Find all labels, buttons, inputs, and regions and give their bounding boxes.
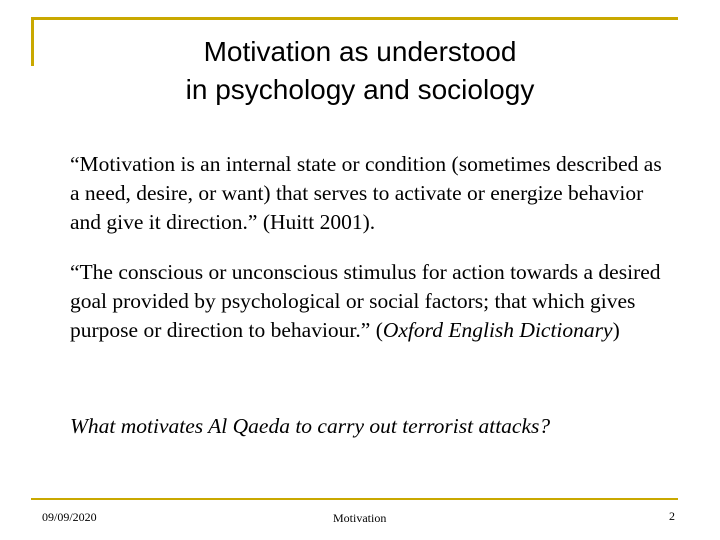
footer-title: Motivation (333, 511, 387, 525)
slide-title (60, 33, 660, 109)
frame-top-border (31, 17, 678, 20)
frame-left-border (31, 17, 34, 66)
frame-bottom-border (31, 498, 678, 500)
quote-oxford (70, 258, 670, 345)
quote-oxford-source: Oxford English Dictionary (382, 318, 613, 342)
quote-huitt: “Motivation is an internal state or condition (sometimes described as a need, desire, or want) that serves to activate or energize behavior and give it direction.” (Huitt 2001). (70, 152, 662, 234)
quote-oxford-text: “The conscious or unconscious stimulus for action towards a desired goal provided by psychological or social factors; that which gives purpose or direction to behaviour.” ( (70, 260, 661, 342)
footer-page-number: 2 (669, 509, 675, 523)
title-line-1: Motivation as understood (203, 36, 517, 67)
quote-oxford-close: ) (612, 318, 620, 342)
footer-date: 09/09/2020 (42, 510, 97, 524)
title-line-2: in psychology and sociology (185, 74, 535, 105)
question-text: What motivates Al Qaeda to carry out terrorist attacks? (70, 414, 551, 438)
